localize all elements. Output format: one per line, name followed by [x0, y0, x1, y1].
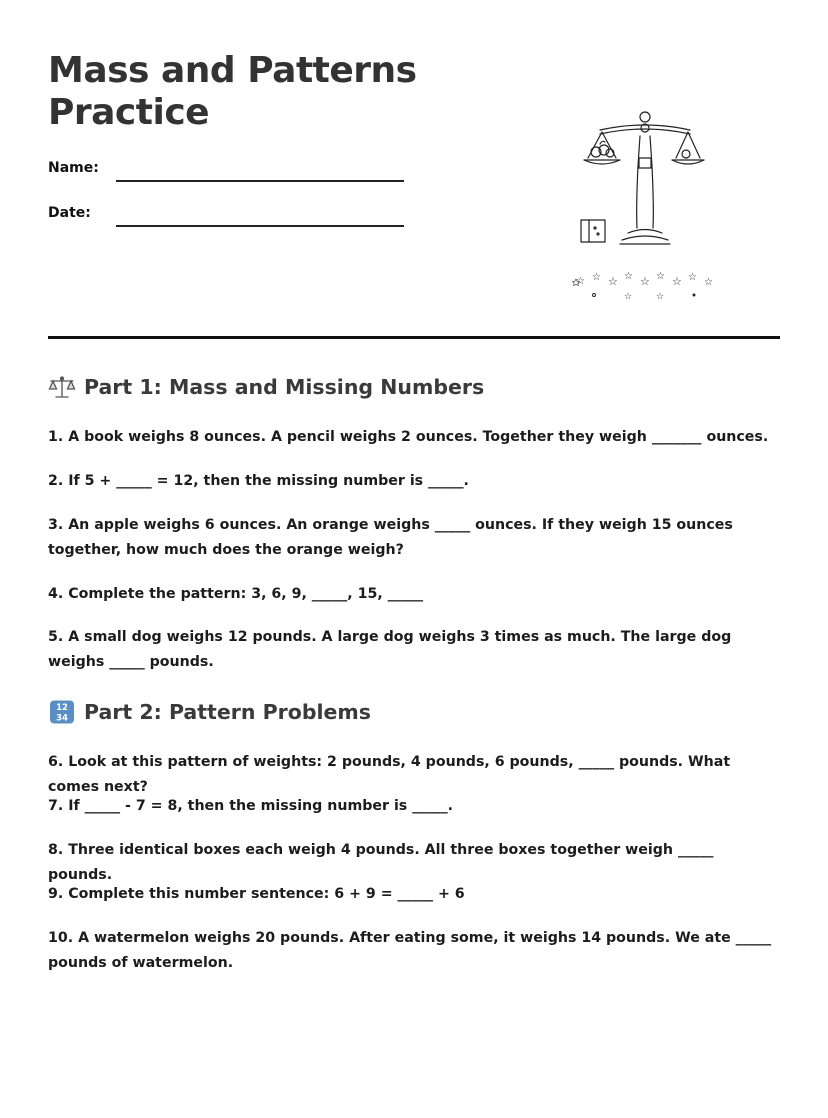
question-9: 9. Complete this number sentence: 6 + 9 = _____ + 6 [48, 886, 465, 902]
part2-heading-text: Part 2: Pattern Problems [84, 700, 371, 724]
name-label: Name: [48, 160, 99, 176]
question-10: 10. A watermelon weighs 20 pounds. After eating some, it weighs 14 pounds. We ate _____ pounds of watermelon. [48, 930, 772, 971]
svg-text:☆: ☆ [704, 277, 713, 288]
svg-text:☆: ☆ [592, 272, 601, 283]
part1-heading-text: Part 1: Mass and Missing Numbers [84, 375, 485, 399]
part2-heading [48, 700, 371, 724]
svg-text:☆: ☆ [688, 272, 697, 283]
title-line-1: Mass and Patterns [48, 50, 417, 91]
page-title [48, 50, 417, 134]
balance-scale-illustration [570, 108, 720, 303]
question-4: 4. Complete the pattern: 3, 6, 9, _____, 15, _____ [48, 586, 424, 602]
question-5: 5. A small dog weighs 12 pounds. A large dog weighs 3 times as much. The large dog weighs _____ pounds. [48, 629, 732, 670]
question-3: 3. An apple weighs 6 ounces. An orange weighs _____ ounces. If they weigh 15 ounces together, how much does the orange weigh? [48, 517, 733, 558]
svg-text:34: 34 [56, 713, 68, 724]
name-field[interactable] [116, 180, 404, 182]
svg-text:☆: ☆ [640, 275, 650, 288]
question-6: 6. Look at this pattern of weights: 2 pounds, 4 pounds, 6 pounds, _____ pounds. What comes next? [48, 754, 731, 795]
svg-text:☆: ☆ [672, 275, 682, 288]
title-line-2: Practice [48, 92, 210, 133]
svg-text:☆: ☆ [656, 271, 665, 282]
star-decorations-icon [576, 271, 713, 302]
numbers-1234-icon [48, 700, 76, 724]
balance-scale-icon [48, 375, 76, 399]
date-label: Date: [48, 205, 91, 221]
svg-text:12: 12 [56, 703, 68, 713]
header-divider [48, 336, 780, 339]
svg-text:☆: ☆ [624, 271, 633, 282]
svg-text:☆: ☆ [576, 276, 585, 287]
part1-heading [48, 375, 484, 399]
svg-text:☆: ☆ [624, 292, 633, 302]
svg-text:☆: ☆ [656, 292, 665, 302]
svg-text:☆: ☆ [608, 275, 618, 288]
question-8: 8. Three identical boxes each weigh 4 pounds. All three boxes together weigh _____ pounds. [48, 842, 714, 883]
question-7: 7. If _____ - 7 = 8, then the missing number is _____. [48, 798, 454, 814]
date-field[interactable] [116, 225, 404, 227]
question-2: 2. If 5 + _____ = 12, then the missing number is _____. [48, 473, 469, 489]
question-1: 1. A book weighs 8 ounces. A pencil weighs 2 ounces. Together they weigh _______ ounces. [48, 429, 769, 445]
